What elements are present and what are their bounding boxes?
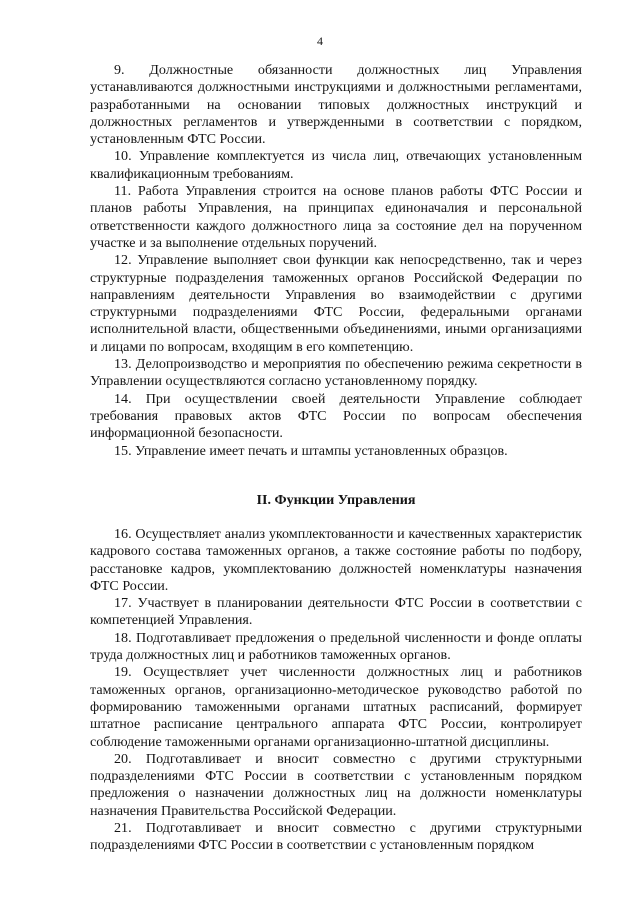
document-body-part2 bbox=[90, 526, 582, 855]
paragraph-17: 17. Участвует в планировании деятельности ФТС России в соответствии с компетенцией Управления. bbox=[90, 595, 582, 629]
paragraph-15: 15. Управление имеет печать и штампы установленных образцов. bbox=[114, 442, 508, 459]
paragraph-9: 9. Должностные обязанности должностных лиц Управления устанавливаются должностными инструкциями и должностными регламентами, разработанными на основании типовых должностных инструкций и должностных регламентов и утвержденными в соответствии с порядком, установленным ФТС России. bbox=[90, 62, 582, 148]
paragraph-20: 20. Подготавливает и вносит совместно с другими структурными подразделениями ФТС России в соответствии с установленным порядком предложения о назначении должностных лиц на должности номенклатуры назначения Правительства Российской Федерации. bbox=[90, 750, 582, 819]
paragraph-14: 14. При осуществлении своей деятельности Управление соблюдает требования правовых актов ФТС России по вопросам обеспечения информационной безопасности. bbox=[90, 390, 582, 442]
paragraph-11: 11. Работа Управления строится на основе планов работы ФТС России и планов работы Управления, на принципах единоначалия и персональной ответственности каждого должностного лица за состояние дел на порученном участке и за выполнение отдельных поручений. bbox=[90, 183, 582, 251]
section-heading: II. Функции Управления bbox=[256, 492, 416, 508]
paragraph-21: 21. Подготавливает и вносит совместно с другими структурными подразделениями ФТС России в соответствии с установленным порядком bbox=[90, 820, 582, 854]
paragraph-13: 13. Делопроизводство и мероприятия по обеспечению режима секретности в Управлении осуществляются согласно установленному порядку. bbox=[90, 356, 582, 390]
paragraph-19: 19. Осуществляет учет численности должностных лиц и работников таможенных органов, организационно-методическое руководство работой по формированию таможенными органами штатных расписаний, формирует штатное расписание центрального аппарата ФТС России, контролирует соблюдение таможенными органами организационно-штатной дисциплины. bbox=[90, 664, 582, 750]
paragraph-18: 18. Подготавливает предложения о предельной численности и фонде оплаты труда должностных лиц и работников таможенных органов. bbox=[90, 629, 582, 664]
page-number: 4 bbox=[317, 34, 323, 48]
paragraph-16: 16. Осуществляет анализ укомплектованности и качественных характеристик кадрового состава таможенных органов, а также состояние работы по подбору, расстановке кадров, укомплектованию должностей номенклатуры назначения ФТС России. bbox=[90, 526, 582, 594]
paragraph-12: 12. Управление выполняет свои функции как непосредственно, так и через структурные подразделения таможенных органов Российской Федерации по направлениям деятельности Управления во взаимодействии с другими структурными подразделениями ФТС России, федеральными органами исполнительной власти, общественными объединениями, иными организациями и лицами по вопросам, входящим в его компетенцию. bbox=[90, 252, 582, 355]
paragraph-10: 10. Управление комплектуется из числа лиц, отвечающих установленным квалификационным требованиям. bbox=[90, 148, 582, 182]
document-body-part1 bbox=[90, 62, 582, 460]
